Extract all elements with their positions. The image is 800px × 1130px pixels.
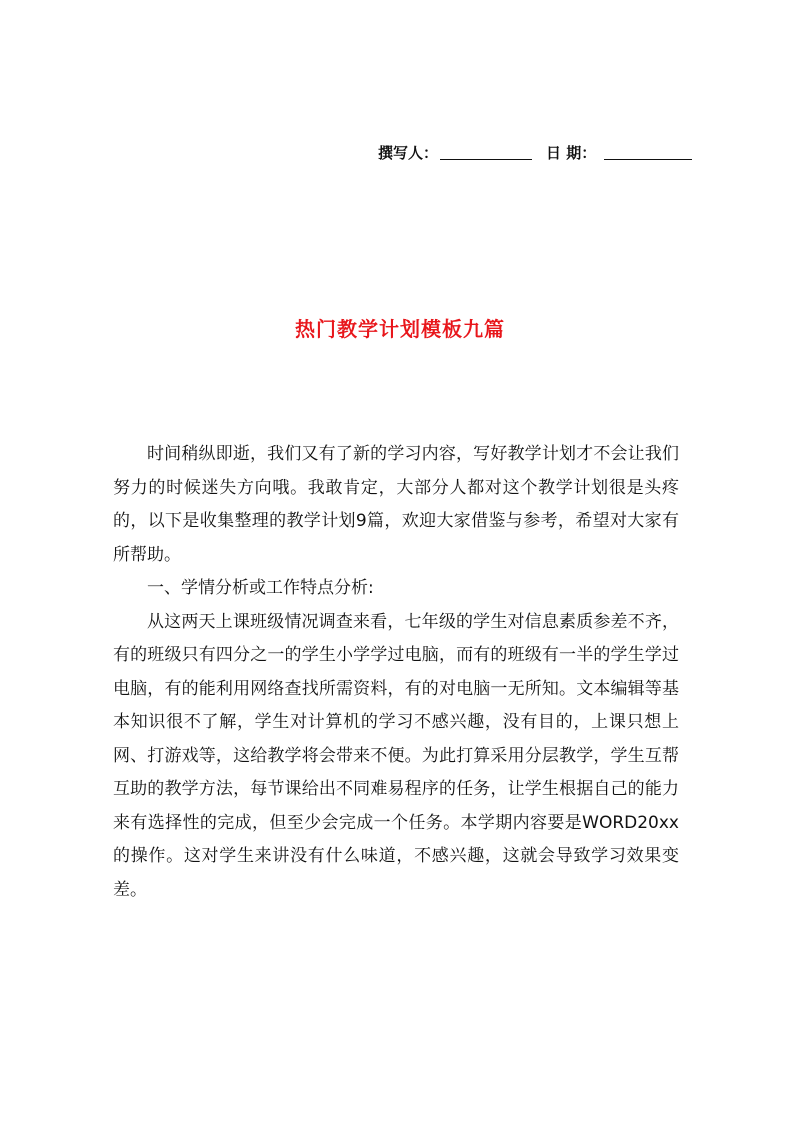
author-date-line <box>378 139 692 163</box>
author-blank <box>440 143 532 160</box>
intro-paragraph: 时间稍纵即逝，我们又有了新的学习内容，写好教学计划才不会让我们努力的时候迷失方向哦。我敢肯定，大部分人都对这个教学计划很是头疼的，以下是收集整理的教学计划9篇，欢迎大家借鉴与参考，希望对大家有所帮助。 <box>113 444 679 565</box>
document-title: 热门教学计划模板九篇 <box>295 317 505 341</box>
date-blank <box>604 143 692 160</box>
analysis-paragraph: 从这两天上课班级情况调查来看，七年级的学生对信息素质参差不齐，有的班级只有四分之一的学生小学学过电脑，而有的班级有一半的学生学过电脑，有的能利用网络查找所需资料，有的对电脑一无所知。文本编辑等基本知识很不了解，学生对计算机的学习不感兴趣，没有目的，上课只想上网、打游戏等，这给教学将会带来不便。为此打算采用分层教学，学生互帮互助的教学方法，每节课给出不同难易程序的任务，让学生根据自己的能力来有选择性的完成，但至少会完成一个任务。本学期内容要是WORD20xx的操作。这对学生来讲没有什么味道，不感兴趣，这就会导致学习效果变差。 <box>113 611 679 900</box>
date-label: 日 期： <box>546 144 597 162</box>
author-label: 撰写人： <box>378 144 439 162</box>
section-heading: 一、学情分析或工作特点分析: <box>147 578 374 598</box>
document-body <box>113 438 679 907</box>
